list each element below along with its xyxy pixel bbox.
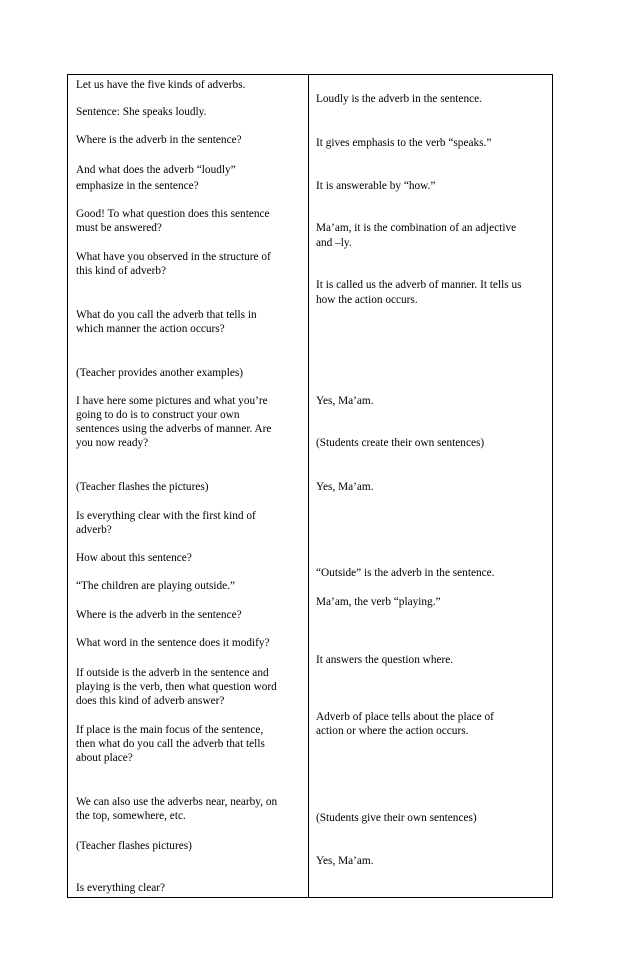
teacher-line: Where is the adverb in the sentence? [76,134,242,146]
teacher-line: How about this sentence? [76,552,192,564]
teacher-line: “The children are playing outside.” [76,580,236,592]
student-line: It is called us the adverb of manner. It tells us [316,279,522,291]
student-line: Yes, Ma’am. [316,855,374,867]
teacher-line: Is everything clear? [76,882,166,894]
teacher-line: We can also use the adverbs near, nearby, on [76,796,278,808]
teacher-line: If outside is the adverb in the sentence and [76,667,269,679]
teacher-line: going to do is to construct your own [76,409,240,421]
student-line: Adverb of place tells about the place of [316,711,494,723]
teacher-line: sentences using the adverbs of manner. Are [76,423,272,435]
student-line: “Outside” is the adverb in the sentence. [316,567,495,579]
teacher-line: (Teacher provides another examples) [76,367,244,379]
student-line: Loudly is the adverb in the sentence. [316,93,482,105]
teacher-line: about place? [76,752,133,764]
teacher-line: And what does the adverb “loudly” [76,164,236,176]
teacher-line: Is everything clear with the first kind of [76,510,256,522]
student-line: It answers the question where. [316,654,454,666]
teacher-line: which manner the action occurs? [76,323,225,335]
student-line: Yes, Ma’am. [316,395,374,407]
teacher-line: then what do you call the adverb that tells [76,738,265,750]
teacher-line: emphasize in the sentence? [76,180,199,192]
teacher-line: does this kind of adverb answer? [76,695,225,707]
student-line: (Students give their own sentences) [316,812,477,824]
student-line: It is answerable by “how.” [316,180,436,192]
teacher-line: What do you call the adverb that tells in [76,309,257,321]
teacher-line: must be answered? [76,222,162,234]
student-line: Yes, Ma’am. [316,481,374,493]
teacher-line: this kind of adverb? [76,265,167,277]
student-line: and –ly. [316,237,352,249]
student-line: It gives emphasis to the verb “speaks.” [316,137,492,149]
teacher-line: the top, somewhere, etc. [76,810,186,822]
student-line: how the action occurs. [316,294,418,306]
column-divider [308,75,309,897]
teacher-line: (Teacher flashes pictures) [76,840,192,852]
lesson-table [67,74,553,898]
student-line: (Students create their own sentences) [316,437,485,449]
student-line: Ma’am, the verb “playing.” [316,596,441,608]
teacher-line: I have here some pictures and what you’re [76,395,268,407]
teacher-line: Good! To what question does this sentence [76,208,270,220]
student-line: action or where the action occurs. [316,725,469,737]
teacher-line: If place is the main focus of the sentence, [76,724,264,736]
teacher-line: you now ready? [76,437,149,449]
teacher-line: playing is the verb, then what question word [76,681,277,693]
teacher-line: What have you observed in the structure of [76,251,271,263]
student-line: Ma’am, it is the combination of an adjective [316,222,517,234]
teacher-line: Where is the adverb in the sentence? [76,609,242,621]
teacher-line: Let us have the five kinds of adverbs. [76,79,246,91]
teacher-line: Sentence: She speaks loudly. [76,106,207,118]
teacher-line: (Teacher flashes the pictures) [76,481,209,493]
teacher-line: adverb? [76,524,112,536]
teacher-line: What word in the sentence does it modify? [76,637,270,649]
